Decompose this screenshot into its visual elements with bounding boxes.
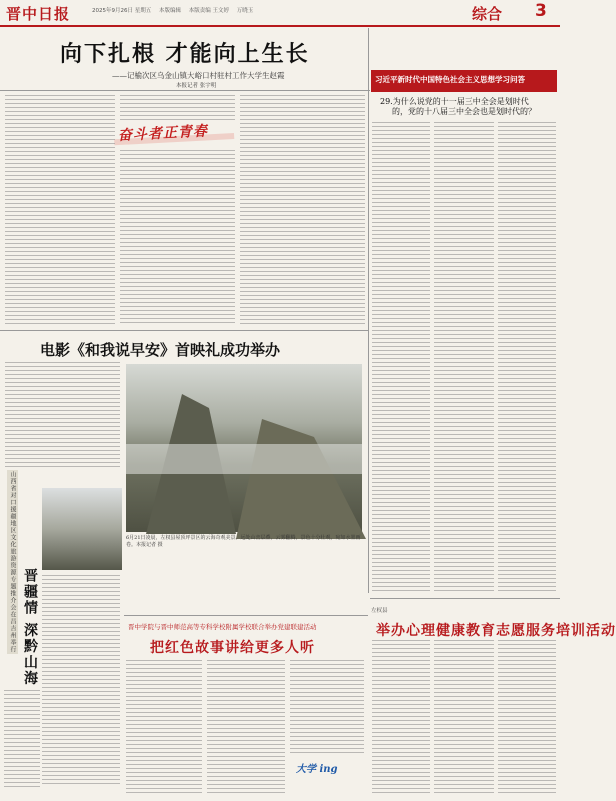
- page-number: 3: [535, 1, 547, 21]
- editor-label: 本版编辑: [159, 8, 182, 14]
- bottom-left-kicker: 晋中学院与晋中师范高等专科学校附属学校联合举办党建联建活动: [128, 623, 317, 631]
- lead-byline: 本报记者 张宇明: [176, 83, 217, 89]
- lead-body-col2-top: [120, 95, 235, 120]
- issue-date: 2025年9月26日 星期五: [92, 8, 152, 14]
- chief-editor: 本版责编 王文婷: [188, 8, 230, 14]
- theory-banner: [371, 70, 557, 92]
- feature-photo: [42, 488, 122, 570]
- bottom-left-rule: [124, 615, 368, 616]
- film-headline: 电影《和我说早安》首映礼成功举办: [40, 341, 281, 359]
- bottom-left-col2: [207, 660, 285, 795]
- question-title-line1: 29.为什么说党的十一届三中全会是划时代: [380, 97, 529, 106]
- theory-body-col3: [498, 122, 556, 592]
- lead-rule: [0, 90, 370, 91]
- feature-subtitle: 山西省对口援疆地区文化旅游资源专题推介会在昌吉州举行: [9, 471, 16, 653]
- photo-caption: 6月21日凌晨，左权县屋顶坪景区的云海奇观美景。远处山峦层叠，云雾翻腾，景色十分壮观，宛如水墨画卷。本报记者 摄: [126, 535, 361, 548]
- lead-subtitle: ——记榆次区乌金山镇大峪口村驻村工作大学生赵霞: [112, 71, 285, 80]
- bottom-left-headline: 把红色故事讲给更多人听: [150, 640, 315, 656]
- lead-headline: 向下扎根 才能向上生长: [60, 41, 310, 67]
- feature-body: [42, 575, 120, 785]
- column-stamp: 奋斗者正青春: [117, 119, 234, 151]
- bottom-right-headline: 举办心理健康教育志愿服务培训活动: [376, 623, 616, 639]
- feature-body-left: [4, 690, 40, 790]
- bottom-right-rule: [370, 598, 560, 599]
- proofreader: 万晓玉: [236, 8, 254, 14]
- newspaper-logo: 晋中日报: [6, 5, 71, 23]
- film-top-rule: [0, 330, 368, 331]
- feature-title: 晋疆情 深黔山海: [22, 568, 38, 687]
- masthead-rule: [0, 25, 560, 27]
- lead-body-col1: [5, 95, 115, 325]
- header-meta: [92, 6, 259, 14]
- column-divider: [368, 28, 369, 593]
- lead-body-col3: [240, 95, 365, 325]
- bottom-left-col3: [290, 660, 364, 755]
- section-name: 综合: [472, 5, 503, 23]
- bottom-left-col1: [126, 660, 202, 795]
- theory-body-col1: [372, 122, 430, 592]
- question-title-line2: 的，党的十八届三中全会也是划时代的？: [392, 107, 536, 116]
- bottom-right-kicker: 左权县: [371, 608, 388, 614]
- landscape-photo: [126, 364, 362, 532]
- bottom-right-col1: [372, 640, 430, 795]
- cliff-shape-right: [236, 419, 366, 539]
- bottom-right-col3: [498, 640, 556, 795]
- lead-body-col2: [120, 150, 235, 325]
- theory-body-col2: [434, 122, 494, 592]
- campus-logo: 大学 ing: [296, 764, 338, 775]
- film-body-col1: [5, 362, 120, 467]
- bottom-right-col2: [434, 640, 494, 795]
- cloud-sea: [126, 444, 362, 474]
- theory-title: 习近平新时代中国特色社会主义思想学习问答: [375, 75, 525, 84]
